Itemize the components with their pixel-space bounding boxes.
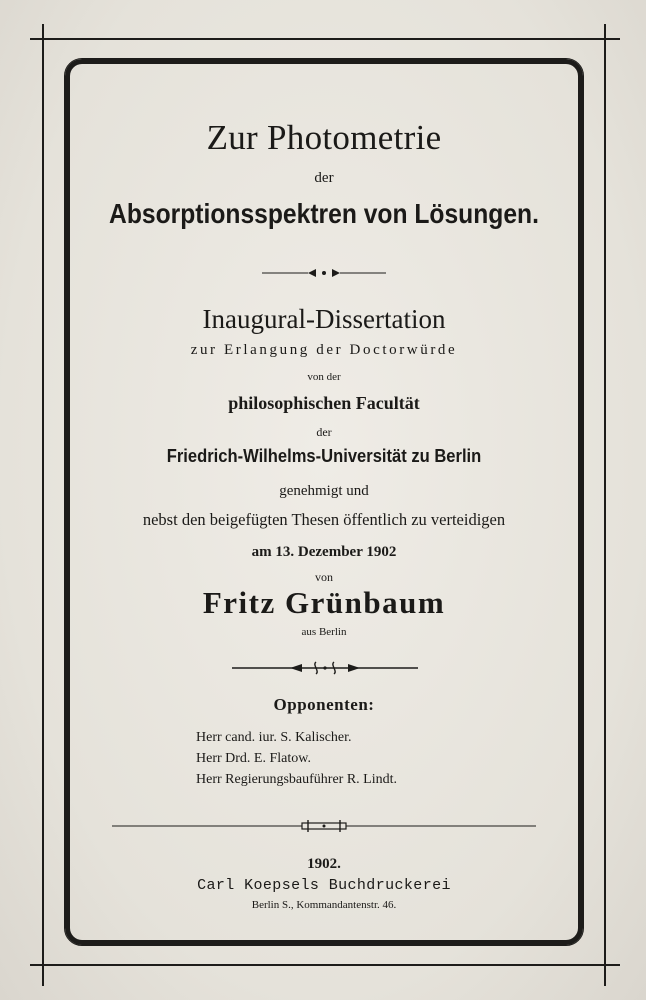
von-der: von der: [307, 371, 341, 383]
printer-name: Carl Koepsels Buchdruckerei: [197, 877, 451, 894]
author-name: Fritz Grünbaum: [202, 585, 446, 620]
printer-address: Berlin S., Kommandantenstr. 46.: [251, 899, 397, 911]
ornament-divider-icon: [112, 818, 536, 834]
defense-line: nebst den beigefügten Thesen öffentlich zu verteidigen: [142, 510, 506, 529]
frame-bottom-line: [30, 964, 620, 966]
von-line: von: [315, 570, 333, 584]
ornament-divider-icon: [262, 266, 386, 280]
author-origin: aus Berlin: [301, 626, 347, 638]
opponents-heading: Opponenten:: [273, 695, 375, 714]
title-line-1: Zur Photometrie: [206, 118, 442, 157]
inner-frame: [64, 58, 584, 946]
purpose-line: zur Erlangung der Doctorwürde: [190, 342, 458, 358]
opponent-item: Herr Drd. E. Flatow.: [196, 751, 311, 766]
defense-date: am 13. Dezember 1902: [251, 544, 397, 560]
opponent-item: Herr cand. iur. S. Kalischer.: [196, 730, 352, 745]
frame-top-line: [30, 38, 620, 40]
imprint-year: 1902.: [307, 856, 341, 872]
title-der: der: [314, 170, 334, 186]
university: Friedrich-Wilhelms-Universität zu Berlin: [166, 446, 482, 466]
opponent-item: Herr Regierungsbauführer R. Lindt.: [196, 772, 397, 787]
faculty: philosophischen Facultät: [228, 393, 420, 413]
approved-line: genehmigt und: [279, 483, 369, 499]
frame-right-line: [604, 24, 606, 986]
dissertation-type: Inaugural-Dissertation: [202, 304, 446, 334]
der-line: der: [316, 425, 332, 439]
frame-left-line: [42, 24, 44, 986]
ornament-divider-icon: [232, 660, 418, 676]
title-line-2: Absorptionsspektren von Lösungen.: [109, 198, 539, 229]
